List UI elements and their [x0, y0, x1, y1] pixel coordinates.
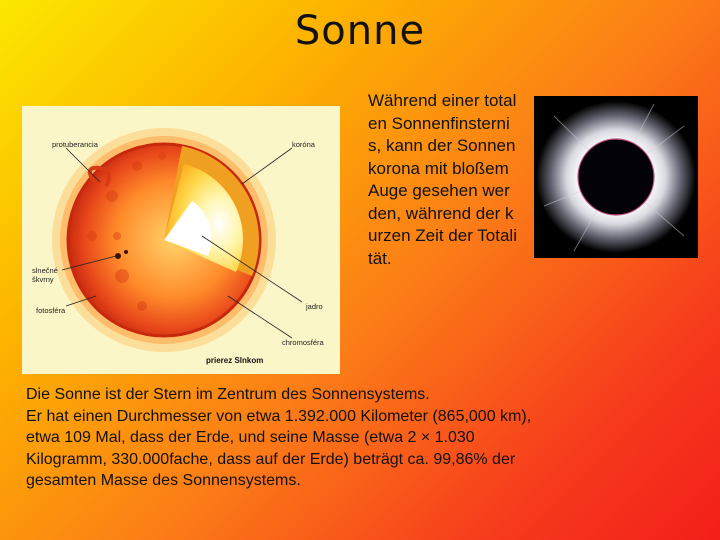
body-line-4: Kilogramm, 330.000fache, dass auf der Erde) beträgt ca. 99,86% der	[26, 450, 516, 468]
body-line-3: etwa 109 Mal, dass der Erde, und seine Masse (etwa 2 × 1.030	[26, 429, 475, 446]
body-line-5: gesamten Masse des Sonnensystems.	[26, 472, 301, 489]
sun-description	[26, 384, 696, 492]
slide-title: Sonne	[294, 8, 426, 54]
body-line-2: Er hat einen Durchmesser von etwa 1.392.000 Kilometer (865,000 km),	[26, 407, 532, 425]
sun-cross-section-diagram	[22, 106, 340, 374]
label-fotosfera: fotosféra	[36, 306, 66, 315]
eclipse-corona-image	[534, 96, 698, 258]
label-protuberancia: protuberancia	[52, 140, 98, 149]
label-slnecne-skvrny: slnečné škvrny	[32, 266, 58, 284]
solar-eclipse-photo	[534, 96, 698, 258]
label-jadro: jadro	[306, 302, 323, 311]
diagram-caption: prierez Slnkom	[206, 356, 264, 365]
body-line-1: Die Sonne ist der Stern im Zentrum des Sonnensystems.	[26, 386, 430, 403]
label-chromosfera: chromosféra	[282, 338, 324, 347]
eclipse-description: Während einer totalen Sonnenfinsterni s, kann der Sonnenkorona mit bloßem Auge gesehen werden, während der kurzen Zeit der Totalität.	[368, 91, 517, 268]
label-korona: koróna	[292, 140, 315, 149]
